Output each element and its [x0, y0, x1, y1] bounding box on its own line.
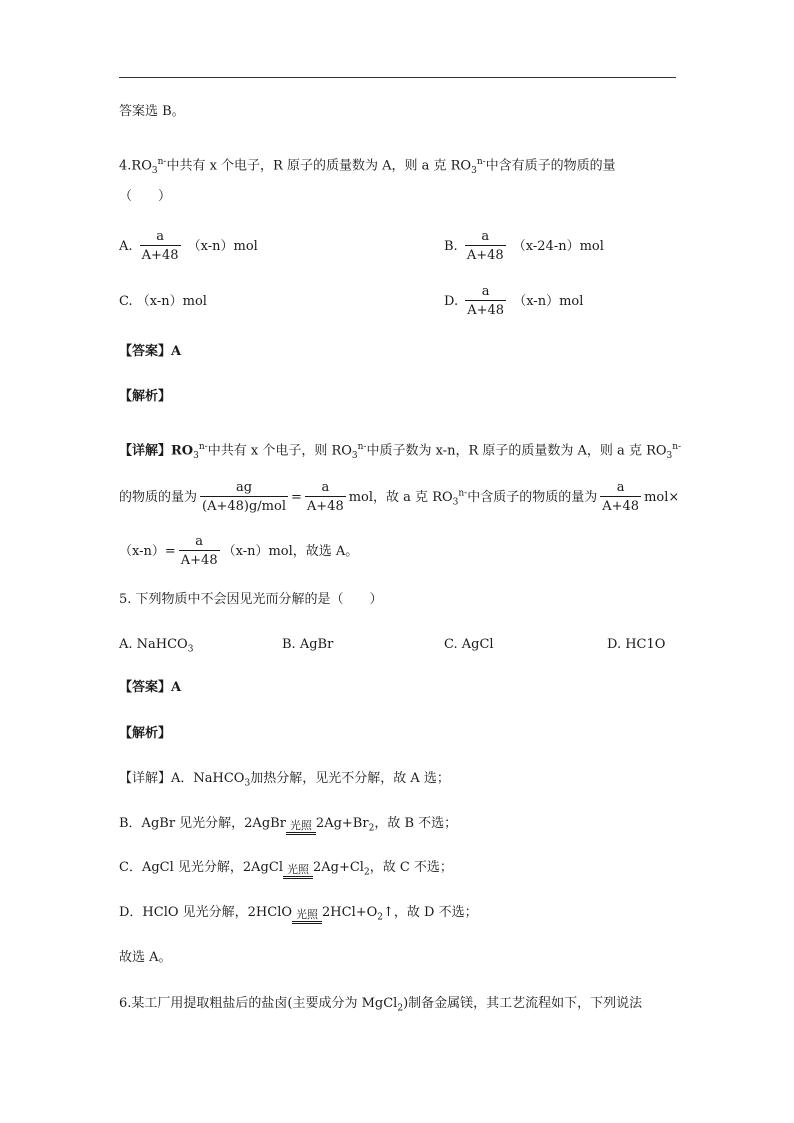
detail-4-line-1 — [119, 437, 681, 466]
text-segment: ，故 B 不选； — [374, 816, 458, 831]
text-segment: ，故 C 不选； — [369, 860, 453, 875]
superscript: n- — [458, 488, 468, 499]
text-segment: （x-n）mol，故选 A。 — [222, 544, 359, 559]
text-segment: （x-24-n）mol — [512, 239, 604, 254]
subscript: 2 — [363, 867, 370, 878]
text-segment: 中共有 x 个电子，R 原子的质量数为 A，则 a 克 RO — [166, 158, 472, 174]
reaction-condition-arrow — [292, 909, 322, 928]
text-segment: = — [291, 490, 302, 505]
subscript: 3 — [193, 450, 199, 461]
text-segment: （x-n）mol — [513, 294, 584, 309]
reaction-condition-arrow — [283, 864, 313, 883]
answer-line-q3: 答案选 B。 — [119, 104, 185, 119]
fraction-denominator: A+48 — [465, 245, 506, 265]
question-4-paren: （ ） — [119, 189, 172, 204]
fraction-denominator: A+48 — [600, 496, 641, 516]
condition-equals-sign — [283, 876, 313, 879]
superscript: n- — [198, 442, 208, 452]
text-segment: （x-n）mol — [136, 294, 207, 309]
text-segment: B. — [444, 239, 458, 254]
option-4b — [444, 228, 604, 265]
text-segment: ↑，故 D 不选； — [383, 905, 478, 920]
condition-equals-sign — [292, 921, 322, 924]
answer-5: 【答案】A — [119, 680, 182, 695]
subscript: 2 — [368, 823, 375, 834]
text-segment: 光照 — [289, 818, 312, 832]
fraction-denominator: A+48 — [179, 550, 220, 570]
text-segment: 2HCl+O — [322, 905, 378, 920]
text-segment: 中共有 x 个电子，则 RO — [207, 443, 352, 459]
text-segment: B．AgBr 见光分解，2AgBr — [119, 816, 286, 831]
text-segment: mol× — [644, 490, 680, 505]
text-segment: 中含有质子的物质的量 — [485, 158, 616, 174]
subscript: 3 — [187, 644, 194, 655]
superscript: n- — [357, 442, 367, 452]
fraction — [200, 479, 288, 516]
subscript: 3 — [666, 450, 673, 461]
subscript: 3 — [471, 165, 477, 176]
detail-4-line-2 — [119, 479, 679, 516]
text-segment: （x-n）mol — [187, 239, 258, 254]
option-5b: B. AgBr — [282, 637, 334, 652]
option-5c: C. AgCl — [444, 637, 494, 652]
text-segment: 【详解】A．NaHCO — [119, 771, 245, 786]
option-4c — [119, 292, 207, 312]
fraction-denominator: A+48 — [140, 245, 181, 265]
fraction — [465, 228, 506, 265]
header-rule — [119, 77, 676, 78]
text-segment: 6.某工厂用提取粗盐后的盐卤(主要成分为 MgCl — [119, 996, 398, 1011]
text-segment: mol，故 a 克 RO — [348, 490, 453, 505]
fraction-numerator: a — [616, 480, 625, 495]
detail-5-line-b — [119, 814, 457, 839]
subscript: 3 — [452, 497, 459, 508]
subscript: 3 — [151, 165, 158, 176]
option-5a — [119, 635, 193, 660]
option-4a — [119, 228, 258, 265]
condition-equals-sign — [286, 832, 316, 835]
subscript: 2 — [397, 1003, 404, 1014]
subscript: 2 — [377, 912, 384, 923]
text-segment: 【详解】RO — [119, 443, 194, 459]
fraction-numerator: a — [481, 284, 490, 299]
text-segment: C．AgCl 见光分解，2AgCl — [119, 860, 283, 875]
question-4-stem — [119, 152, 616, 181]
text-segment: 中含质子的物质的量为 — [467, 490, 598, 505]
text-segment: 2Ag+Br — [315, 816, 369, 831]
text-segment: D. — [444, 294, 459, 309]
text-segment: 2Ag+Cl — [312, 860, 364, 875]
reaction-condition-arrow — [286, 820, 316, 839]
detail-5-line-d — [119, 903, 478, 928]
text-segment: )制备金属镁，其工艺流程如下，下列说法 — [403, 996, 643, 1011]
superscript: n- — [476, 157, 486, 167]
fraction-denominator: (A+48)g/mol — [200, 496, 288, 516]
answer-4: 【答案】A — [119, 344, 182, 359]
text-segment: 4.RO — [119, 158, 152, 174]
text-segment: 加热分解，见光不分解，故 A 选； — [250, 771, 450, 786]
fraction — [140, 228, 181, 265]
detail-5-line-c — [119, 858, 453, 883]
fraction — [465, 283, 506, 320]
option-4d — [444, 283, 583, 320]
superscript: n- — [157, 157, 167, 167]
fraction — [305, 479, 346, 516]
question-5-stem: 5. 下列物质中不会因见光而分解的是（ ） — [119, 592, 383, 607]
analysis-4-heading: 【解析】 — [119, 389, 172, 404]
text-segment: 光照 — [296, 907, 319, 921]
conclusion-5: 故选 A。 — [119, 950, 172, 965]
subscript: 3 — [351, 450, 358, 461]
text-segment: A. NaHCO — [119, 637, 188, 652]
fraction-denominator: A+48 — [465, 300, 506, 320]
fraction-numerator: ag — [235, 480, 253, 495]
fraction-numerator: a — [156, 229, 164, 244]
analysis-5-heading: 【解析】 — [119, 726, 172, 741]
text-segment: C. — [119, 294, 133, 309]
fraction — [179, 533, 220, 570]
fraction-numerator: a — [481, 229, 490, 244]
fraction — [600, 479, 641, 516]
text-segment: A. — [119, 239, 133, 254]
text-segment: （x-n）= — [119, 544, 176, 559]
text-segment: 中质子数为 x-n，R 原子的质量数为 A，则 a 克 RO — [366, 443, 667, 459]
text-segment: D．HClO 见光分解，2HClO — [119, 905, 293, 920]
fraction-numerator: a — [195, 534, 204, 549]
question-6-stem — [119, 994, 642, 1019]
fraction-denominator: A+48 — [305, 496, 346, 516]
text-segment: 光照 — [286, 862, 309, 876]
text-segment: 的物质的量为 — [119, 490, 198, 505]
detail-5-line-a — [119, 769, 450, 794]
option-5d: D. HC1O — [607, 637, 666, 652]
fraction-numerator: a — [321, 480, 330, 495]
superscript: n- — [672, 442, 682, 452]
detail-4-line-3 — [119, 533, 358, 570]
subscript: 3 — [244, 778, 251, 789]
